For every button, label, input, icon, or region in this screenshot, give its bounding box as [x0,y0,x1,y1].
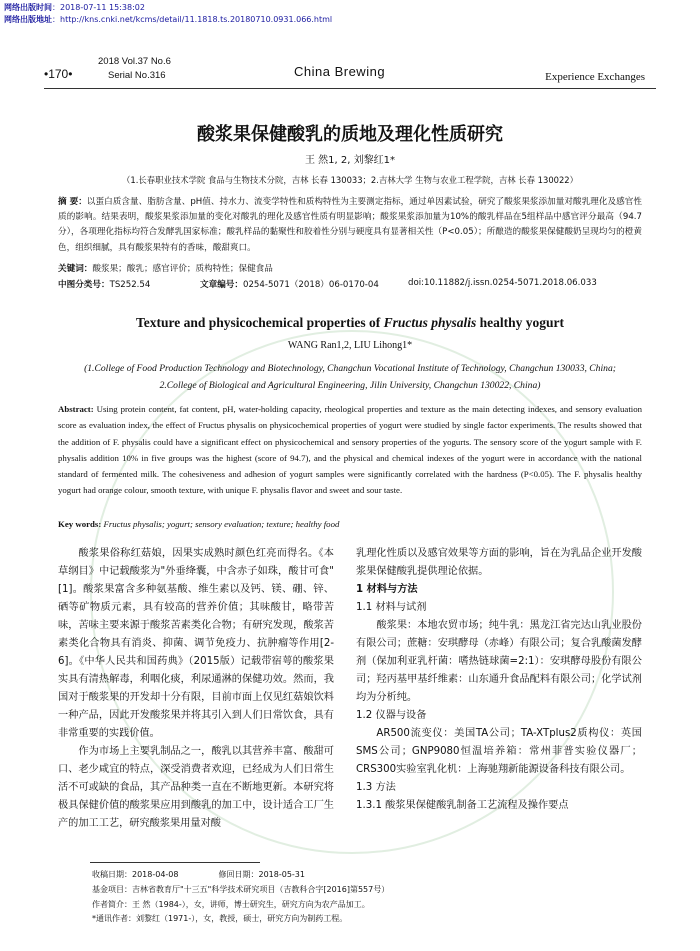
header-rule [44,88,656,89]
abstract-en: Abstract: Using protein content, fat content, pH, water-holding capacity, rheological properties and texture as the main detecting indexes, and sensory evaluation score as evaluation index, the effect of Fructus physalis on physicochemical properties of yogurt were studied by single factor experiments. The results showed that the addition of F. physalis could have a significant effect on physicochemical and sensory properties of the yogurts. The sensory score of the yogurt sample with F. physalis addition 10% in five groups was the highest (score of 94.7), and the physical and chemical indexes of the yogurt were in accordance with the national standard of fermented milk. The cohesiveness and adhesion of yogurt samples were significantly correlated with the hardness (P<0.05). The F. physalis healthy yogurt had orange colour, smooth texture, with unique F. physalis flavor and sweet and sour taste. [58,404,643,496]
subsection-heading: 1.3 方法 [356,782,396,793]
paragraph: 酸浆果：本地农贸市场；纯牛乳：黑龙江省完达山乳业股份有限公司；蔗糖：安琪酵母（赤峰）有限公司；复合乳酸菌发酵剂（保加利亚乳杆菌：嗜热链球菌=2:1）：安琪酵母股份有限公司；羟丙基甲基纤维素：山东通升食品配料有限公司；化学试剂均为分析纯。 [356,620,642,703]
network-pub-address[interactable]: 网络出版地址：http://kns.cnki.net/kcms/detail/11.1818.ts.20180710.0931.066.html [4,15,333,24]
authors-en: WANG Ran1,2, LIU Lihong1* [287,340,413,351]
affiliation-en-1: (1.College of Food Production Technology and Biotechnology, Changchun Vocational Institute of Technology, Changchun 130033, China; [84,363,616,374]
body-right-column [356,545,642,815]
keywords-zh: 关键词：酸浆果；酸乳；感官评价；质构特性；保健食品 [58,264,273,274]
subsection-heading: 1.1 材料与试剂 [356,602,427,613]
title-en: Texture and physicochemical properties of Fructus physalis healthy yogurt [135,315,565,330]
section-heading: 1 材料与方法 [356,584,418,595]
footnotes: 收稿日期：2018-04-08 修回日期：2018-05-31 基金项目：吉林省教育厅"十三五"科学技术研究项目（吉教科合字[2016]第557号） 作者简介：王 然（1984-），女，讲师，博士研究生，研究方向为农产品加工。 *通讯作者：刘黎红（1971-），女，教授，硕士，研究方向为制药工程。 [92,870,390,924]
paragraph: 酸浆果俗称红菇娘，因果实成熟时颜色红亮而得名。《本草纲目》中记载酸浆为"外垂绛囊，中含赤子如珠，酸甘可食"[1]。酸浆果富含多种氨基酸、维生素以及钙、镁、硼、锌、硒等矿物质元素，具有较高的营养价值；其味酸甘，略带苦味，苦味主要来源于酸浆苦素类化合物；有研究发现，酸浆苦素类化合物具有消炎、抑菌、调节免疫力、抗肿瘤等作用[2-6]。《中华人民共和国药典》（2015版）记载带宿萼的酸浆果实具有清热解毒，利咽化痰，利尿通淋的保健功效。然而，我国对于酸浆果的开发却十分有限，目前市面上仅见红菇娘饮料一种产品，因此开发酸浆果并将其引入到人们日常饮食，具有非常重要的实践价值。 [58,548,334,739]
subsection-heading: 1.3.1 酸浆果保健酸乳制备工艺流程及操作要点 [356,800,569,811]
keywords-en: Key words: Fructus physalis; yogurt; sensory evaluation; texture; healthy food [58,519,340,529]
paragraph: 乳理化性质以及感官效果等方面的影响，旨在为乳品企业开发酸浆果保健酸乳提供理论依据。 [356,548,642,577]
affiliation-en-2: 2.College of Biological and Agricultural Engineering, Jilin University, Changchun 130022, China) [159,380,541,391]
footnote-rule [90,862,260,863]
abstract-zh: 摘 要：以蛋白质含量、脂肪含量、pH值、持水力、流变学特性和质构特性为主要测定指标，通过单因素试验，研究了酸浆果浆添加量对酸乳理化及感官性质的影响。结果表明，酸浆果浆添加量的变化对酸乳的理化及感官性质有明显影响；酸浆果浆添加量为10%的酸乳样品在5组样品中感官评分最高（94.7分），各项理化指标均符合发酵乳国家标准；酸乳样品的黏聚性和胶着性分别与硬度具有显著相关性（P<0.05）；所酿造的酸浆果保健酸奶呈现均匀的橙黄色，组织细腻，具有酸浆果特有的香味，酸甜爽口。 [58,197,642,253]
affiliation-zh: （1.长春职业技术学院 食品与生物技术分院，吉林 长春 130033；2.吉林大学 生物与农业工程学院，吉林 长春 130022） [121,175,579,185]
authors-zh: 王 然1, 2, 刘黎红1* [305,155,395,166]
volume-info: 2018 Vol.37 No.6 Serial No.316 [98,56,171,81]
network-pub-time: 网络出版时间：2018-07-11 15:38:02 [4,3,145,12]
journal-name: China Brewing [294,64,386,79]
paragraph: AR500流变仪：美国TA公司；TA-XTplus2质构仪：英国SMS公司；GNP9080恒温培养箱：常州菲普实验仪器厂；CRS300实验室乳化机：上海驰翔新能源设备科技有限公司。 [356,728,642,775]
title-zh: 酸浆果保健酸乳的质地及理化性质研究 [197,124,503,145]
subsection-heading: 1.2 仪器与设备 [356,710,427,721]
page-number: •170• [44,67,73,81]
body-left-column [58,545,334,833]
paragraph: 作为市场上主要乳制品之一，酸乳以其营养丰富、酸甜可口、老少咸宜的特点，深受消费者欢迎，已经成为人们日常生活不可或缺的食品，其产品种类一直在不断地更新。本研究将极具保健价值的酸浆果应用到酸乳的加工中，设计适合工厂生产的加工工艺，研究酸浆果用量对酸 [58,746,334,829]
section-name: Experience Exchanges [545,71,645,83]
classification-zh: 中图分类号：TS252.54 文章编号：0254-5071（2018）06-0170-04 doi:10.11882/j.issn.0254-5071.2018.06.033 [58,278,597,290]
